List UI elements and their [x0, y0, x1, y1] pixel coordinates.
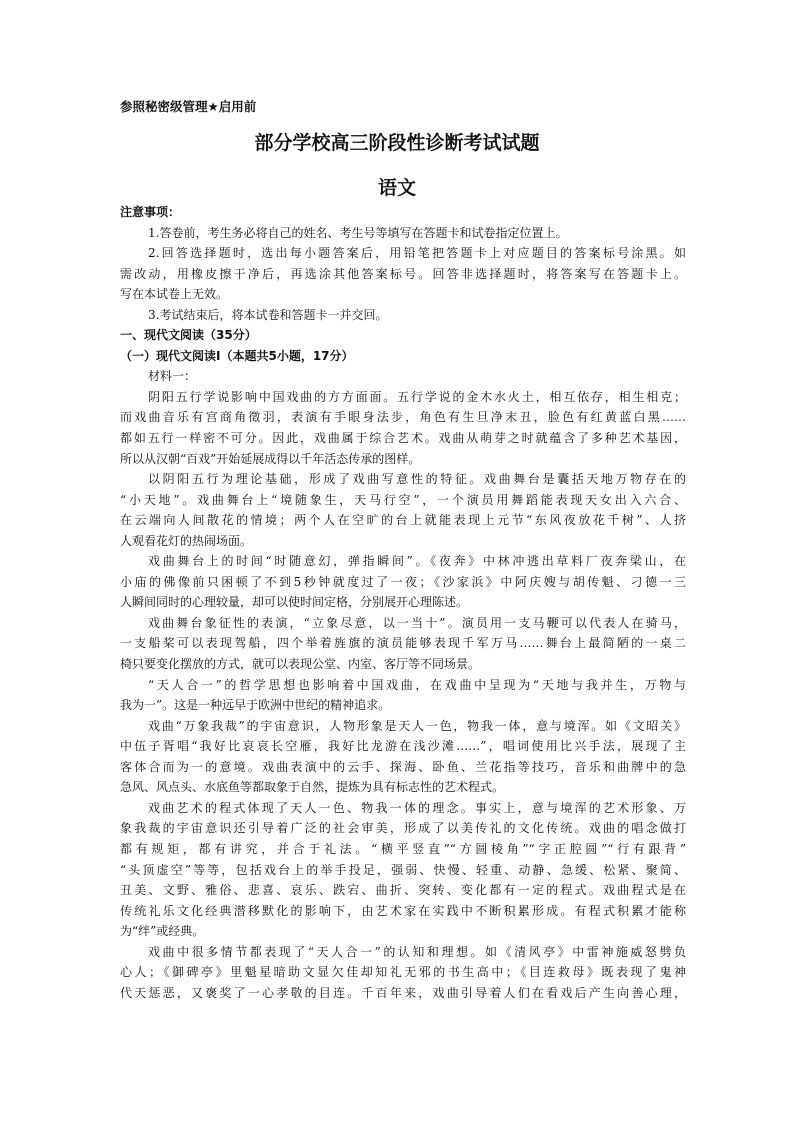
text-line: 戏曲舞台上的时间“时随意幻，弹指瞬间”。《夜奔》中林冲逃出草料厂夜奔梁山，在 — [148, 554, 686, 569]
text-line: “小天地”。戏曲舞台上“境随象生，天马行空”，一个演员用舞蹈能表现天女出入六合、 — [120, 492, 686, 507]
text-line: 戏曲艺术的程式体现了天人一色、物我一体的理念。事实上，意与境浑的艺术形象、万 — [148, 800, 686, 815]
text-line: “天人合一”的哲学思想也影响着中国戏曲，在戏曲中呈现为“天地与我并生，万物与 — [148, 677, 686, 692]
text-line: 戏曲舞台象征性的表演，“立象尽意，以一当十”。演员用一支马鞭可以代表人在骑马， — [148, 615, 686, 630]
text-line: 材料一： — [148, 369, 197, 384]
text-line: 象我裁的宇宙意识还引导着广泛的社会审美，形成了以美传礼的文化传统。戏曲的唱念做打 — [120, 821, 686, 836]
text-line: 小庙的佛像前只困顿了不到5秒钟就度过了一夜；《沙家浜》中阿庆嫂与胡传魁、刁德一三 — [120, 574, 686, 589]
text-line: 阴阳五行学说影响中国戏曲的方方面面。五行学说的金木水火土，相互依存，相生相克； — [148, 389, 686, 404]
text-line: 人瞬间同时的心理较量，却可以使时间定格，分别展开心理陈述。 — [120, 595, 469, 610]
section-heading: 注意事项： — [120, 205, 181, 219]
text-line: 人观看花灯的热闹场面。 — [120, 533, 253, 548]
text-line: “头顶虚空”等等，包括戏台上的举手投足，强弱、快慢、轻重、动静、急缓、松紧、聚简、 — [120, 862, 686, 877]
text-line: 戏曲中很多情节都表现了“天人合一”的认知和理想。如《清风亭》中雷神施威怒劈负 — [148, 944, 686, 959]
text-line: 传统礼乐文化经典潜移默化的影响下，由艺术家在实践中不断积累形成。有程式积累才能称 — [120, 903, 686, 918]
section-heading: （一）现代文阅读Ⅰ（本题共5小题，17分） — [120, 348, 354, 363]
text-line: 为“绊”或经典。 — [120, 924, 205, 939]
text-line: 都如五行一样密不可分。因此，戏曲属于综合艺术。戏曲从萌芽之时就蕴含了多种艺术基因， — [120, 431, 686, 446]
text-line: 一支船桨可以表现驾船，四个举着旌旗的演员能够表现千军万马……舞台上最简陋的一桌二 — [120, 636, 686, 651]
text-line: 戏曲“万象我裁”的宇宙意识，人物形象是天人一色，物我一体，意与境浑。如《文昭关》 — [148, 718, 686, 733]
text-line: 中伍子胥唱“我好比哀哀长空雁，我好比龙游在浅沙滩……”，唱词使用比兴手法，展现了主 — [120, 739, 686, 754]
exam-body-text — [120, 202, 686, 1003]
text-line: 需改动，用橡皮擦干净后，再选涂其他答案标号。回答非选择题时，将答案写在答题卡上。 — [120, 266, 686, 281]
text-line: 而戏曲音乐有宫商角徵羽，表演有手眼身法步，角色有生旦净末丑，脸色有红黄蓝白黑…… — [120, 410, 686, 425]
text-line: 都有规矩，都有讲究，并合于礼法。“横平竖直”“方圆棱角”“字正腔圆”“行有跟背” — [120, 841, 686, 856]
text-line: 客体合而为一的意境。戏曲表演中的云手、探海、卧鱼、兰花指等技巧，音乐和曲牌中的急 — [120, 759, 686, 774]
text-line: 3.考试结束后，将本试卷和答题卡一并交回。 — [148, 307, 388, 322]
text-line: 急风、风点头、水底鱼等都取象于自然，提炼为具有标志性的艺术程式。 — [120, 780, 505, 795]
text-line: 我为一”。这是一种远早于欧洲中世纪的精神追求。 — [120, 698, 391, 713]
text-line: 椅只要变化摆放的方式，就可以表现公堂、内室、客厅等不同场景。 — [120, 657, 481, 672]
text-line: 在云端向人间散花的情境；两个人在空旷的台上就能表现上元节“东风夜放花千树”、人挤 — [120, 513, 686, 528]
text-line: 1.答卷前，考生务必将自己的姓名、考生号等填写在答题卡和试卷指定位置上。 — [148, 225, 568, 240]
exam-title: 部分学校高三阶段性诊断考试试题 — [254, 132, 540, 154]
text-line: 写在本试卷上无效。 — [120, 287, 229, 302]
confidentiality-note: 参照秘密级管理★启用前 — [120, 99, 257, 114]
text-line: 代天惩恶，又褒奖了一心孝敬的目连。千百年来，戏曲引导着人们在看戏后产生向善心理， — [120, 985, 686, 1000]
text-line: 心人；《御碑亭》里魁星暗助文显欠佳却知礼无邪的书生高中；《目连救母》既表现了鬼神 — [120, 965, 686, 980]
text-line: 2.回答选择题时，选出每小题答案后，用铅笔把答题卡上对应题目的答案标号涂黑。如 — [148, 246, 686, 261]
text-line: 所以从汉朝“百戏”开始延展成得以千年活态传承的图样。 — [120, 451, 421, 466]
section-heading: 一、现代文阅读（35分） — [120, 328, 257, 343]
text-line: 丑美、文野、雅俗、悲喜、哀乐、跌宕、曲折、突转、变化都有一定的程式。戏曲程式是在 — [120, 883, 686, 898]
text-line: 以阴阳五行为理论基础，形成了戏曲写意性的特征。戏曲舞台是囊括天地万物存在的 — [148, 472, 686, 487]
subject-heading: 语文 — [377, 177, 416, 199]
